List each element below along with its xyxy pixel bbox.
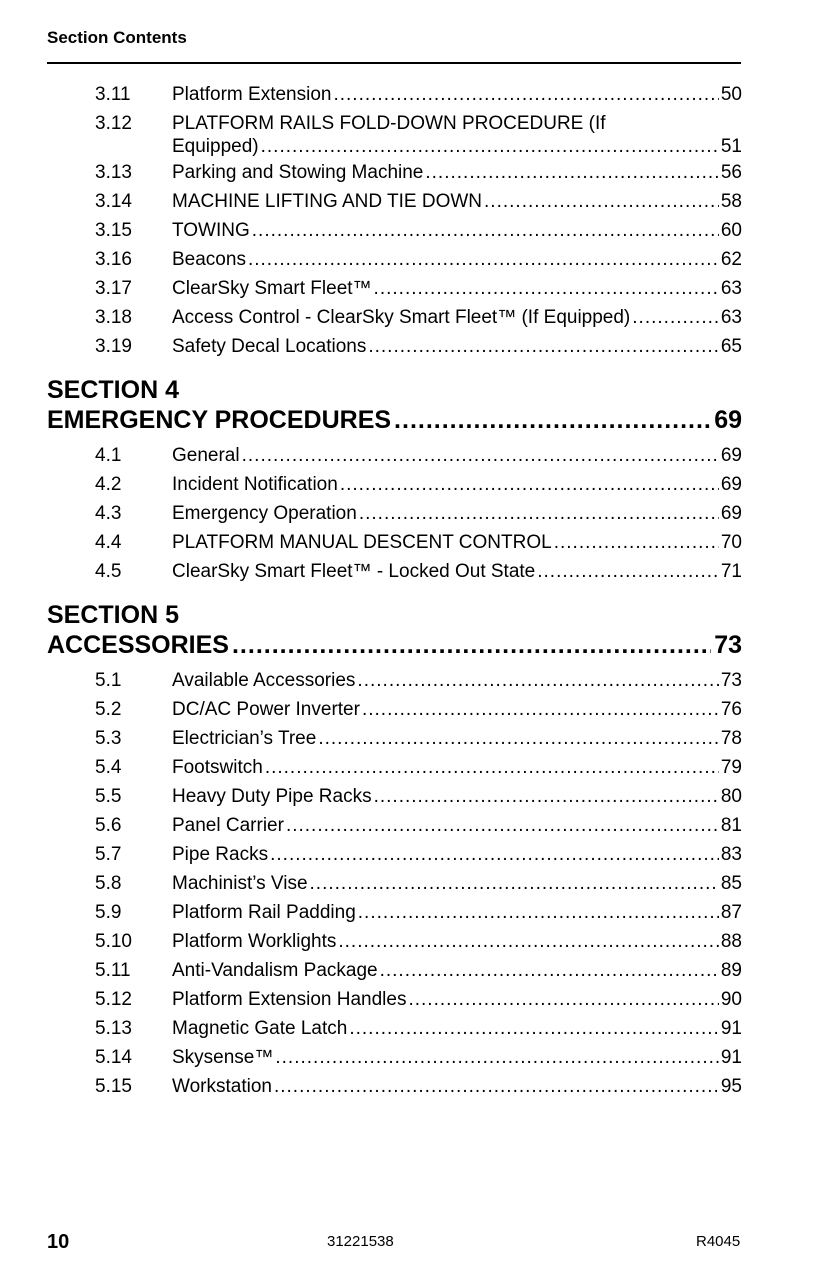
entry-page: 69 <box>720 503 742 524</box>
entry-number: 5.1 <box>95 670 122 691</box>
dot-leader <box>275 1043 718 1072</box>
section-title: ACCESSORIES <box>47 631 229 659</box>
toc-entry[interactable] <box>0 187 825 216</box>
toc-entry[interactable] <box>0 927 825 956</box>
entry-page: 71 <box>720 561 742 582</box>
entry-number: 5.10 <box>95 931 132 952</box>
entry-number: 5.13 <box>95 1018 132 1039</box>
entry-title: Skysense™ <box>172 1047 274 1068</box>
entry-title: Beacons <box>172 249 246 270</box>
toc-entry[interactable] <box>0 528 825 557</box>
entry-title-line-1: PLATFORM RAILS FOLD-DOWN PROCEDURE (If <box>172 113 606 134</box>
dot-leader <box>425 158 718 187</box>
toc-entry[interactable] <box>0 869 825 898</box>
entry-number: 3.19 <box>95 336 132 357</box>
dot-leader <box>359 499 719 528</box>
dot-leader <box>333 80 718 109</box>
entry-page: 56 <box>720 162 742 183</box>
toc-entry[interactable] <box>0 80 825 109</box>
entry-title: MACHINE LIFTING AND TIE DOWN <box>172 191 483 212</box>
toc-entry[interactable] <box>0 470 825 499</box>
entry-page: 58 <box>720 191 742 212</box>
page-number: 10 <box>47 1231 70 1253</box>
entry-page: 69 <box>720 474 742 495</box>
toc-entry[interactable] <box>0 695 825 724</box>
entry-number: 5.8 <box>95 873 122 894</box>
dot-leader <box>632 303 719 332</box>
entry-number: 3.15 <box>95 220 132 241</box>
entry-number: 5.14 <box>95 1047 132 1068</box>
dot-leader <box>368 332 719 361</box>
toc-entry[interactable] <box>0 753 825 782</box>
toc-entry[interactable] <box>0 724 825 753</box>
entry-title: Machinist’s Vise <box>172 873 308 894</box>
entry-title: DC/AC Power Inverter <box>172 699 360 720</box>
dot-leader <box>349 1014 719 1043</box>
entry-title: Platform Extension Handles <box>172 989 407 1010</box>
entry-title: Pipe Racks <box>172 844 269 865</box>
entry-number: 4.5 <box>95 561 122 582</box>
entry-page: 90 <box>720 989 742 1010</box>
dot-leader <box>358 898 719 927</box>
page-header-title: Section Contents <box>47 28 187 47</box>
dot-leader <box>357 666 718 695</box>
entry-title: Workstation <box>172 1076 272 1097</box>
entry-page: 50 <box>720 84 742 105</box>
table-of-contents <box>0 80 825 1101</box>
document-number: 31221538 <box>327 1233 394 1250</box>
entry-page: 83 <box>720 844 742 865</box>
entry-number: 5.2 <box>95 699 122 720</box>
entry-number: 3.18 <box>95 307 132 328</box>
entry-page: 62 <box>720 249 742 270</box>
entry-number: 5.9 <box>95 902 122 923</box>
entry-number: 5.15 <box>95 1076 132 1097</box>
entry-page: 80 <box>720 786 742 807</box>
entry-page: 63 <box>720 307 742 328</box>
entry-page: 63 <box>720 278 742 299</box>
entry-number: 5.11 <box>95 960 131 981</box>
entry-title: Incident Notification <box>172 474 338 495</box>
entry-title: Platform Rail Padding <box>172 902 356 923</box>
section-label: SECTION 5 <box>47 601 179 629</box>
dot-leader <box>394 405 711 435</box>
entry-page: 81 <box>720 815 742 836</box>
toc-entry[interactable] <box>0 985 825 1014</box>
toc-entry[interactable] <box>0 216 825 245</box>
toc-entry[interactable] <box>0 158 825 187</box>
toc-entry[interactable] <box>0 332 825 361</box>
entry-title: Anti-Vandalism Package <box>172 960 378 981</box>
header-divider <box>47 62 741 64</box>
dot-leader <box>340 470 719 499</box>
dot-leader <box>408 985 718 1014</box>
entry-title: General <box>172 445 240 466</box>
entry-page: 89 <box>720 960 742 981</box>
entry-title: Magnetic Gate Latch <box>172 1018 348 1039</box>
section-4-entries <box>0 441 825 586</box>
dot-leader <box>310 869 719 898</box>
entry-title-line-2: Equipped) <box>172 136 259 157</box>
dot-leader <box>270 840 719 869</box>
entry-number: 4.1 <box>95 445 122 466</box>
dot-leader <box>274 1072 719 1101</box>
entry-title: Platform Worklights <box>172 931 337 952</box>
entry-number: 5.7 <box>95 844 122 865</box>
entry-number: 4.4 <box>95 532 122 553</box>
section-5-entries <box>0 666 825 1101</box>
dot-leader <box>484 187 719 216</box>
dot-leader <box>242 441 719 470</box>
entry-page: 87 <box>720 902 742 923</box>
dot-leader <box>554 528 719 557</box>
entry-title: Platform Extension <box>172 84 332 105</box>
section-page: 73 <box>714 631 742 659</box>
entry-title: Footswitch <box>172 757 263 778</box>
entry-page: 73 <box>720 670 742 691</box>
toc-entry[interactable] <box>0 109 825 158</box>
toc-entry[interactable] <box>0 441 825 470</box>
toc-entry[interactable] <box>0 898 825 927</box>
section-title: EMERGENCY PROCEDURES <box>47 406 392 434</box>
toc-entry[interactable] <box>0 811 825 840</box>
entry-number: 5.6 <box>95 815 122 836</box>
entry-page: 85 <box>720 873 742 894</box>
entry-title: Access Control - ClearSky Smart Fleet™ (If Equipped) <box>172 307 631 328</box>
toc-entry[interactable] <box>0 274 825 303</box>
entry-page: 78 <box>720 728 742 749</box>
toc-entry[interactable] <box>0 499 825 528</box>
dot-leader <box>265 753 719 782</box>
entry-title: PLATFORM MANUAL DESCENT CONTROL <box>172 532 552 553</box>
section-page: 69 <box>714 406 742 434</box>
dot-leader <box>232 630 711 660</box>
entry-title: Safety Decal Locations <box>172 336 367 357</box>
dot-leader <box>380 956 719 985</box>
toc-entry[interactable] <box>0 956 825 985</box>
entry-number: 3.17 <box>95 278 132 299</box>
entry-title: Heavy Duty Pipe Racks <box>172 786 372 807</box>
entry-number: 4.3 <box>95 503 122 524</box>
dot-leader <box>248 245 719 274</box>
entry-number: 3.16 <box>95 249 132 270</box>
toc-entry[interactable] <box>0 1043 825 1072</box>
dot-leader <box>374 274 719 303</box>
entry-page: 70 <box>720 532 742 553</box>
entry-number: 5.3 <box>95 728 122 749</box>
dot-leader <box>537 557 719 586</box>
entry-number: 3.14 <box>95 191 132 212</box>
section-4-heading[interactable] <box>47 375 742 435</box>
dot-leader <box>261 135 719 158</box>
toc-entry[interactable] <box>0 557 825 586</box>
entry-page: 79 <box>720 757 742 778</box>
toc-entry[interactable] <box>0 303 825 332</box>
entry-number: 5.4 <box>95 757 122 778</box>
toc-entry[interactable] <box>0 666 825 695</box>
entry-title: TOWING <box>172 220 250 241</box>
toc-entry[interactable] <box>0 245 825 274</box>
entry-page: 65 <box>720 336 742 357</box>
dot-leader <box>252 216 719 245</box>
entry-page: 69 <box>720 445 742 466</box>
dot-leader <box>338 927 719 956</box>
section-5-heading[interactable] <box>47 600 742 660</box>
entry-page: 91 <box>720 1018 742 1039</box>
entry-title: Panel Carrier <box>172 815 284 836</box>
toc-entry[interactable] <box>0 840 825 869</box>
entry-page: 91 <box>720 1047 742 1068</box>
section-label: SECTION 4 <box>47 376 179 404</box>
entry-number: 5.5 <box>95 786 122 807</box>
entry-page: 88 <box>720 931 742 952</box>
toc-entry[interactable] <box>0 1072 825 1101</box>
revision-code: R4045 <box>696 1233 741 1250</box>
entry-title: Parking and Stowing Machine <box>172 162 424 183</box>
dot-leader <box>318 724 719 753</box>
entry-title: Emergency Operation <box>172 503 357 524</box>
entry-number: 4.2 <box>95 474 122 495</box>
dot-leader <box>362 695 719 724</box>
entry-page: 60 <box>720 220 742 241</box>
entry-title: Electrician’s Tree <box>172 728 317 749</box>
entry-number: 5.12 <box>95 989 132 1010</box>
entry-title: ClearSky Smart Fleet™ - Locked Out State <box>172 561 536 582</box>
entry-number: 3.11 <box>95 84 131 105</box>
dot-leader <box>286 811 719 840</box>
entry-number: 3.12 <box>95 113 132 134</box>
toc-entry[interactable] <box>0 1014 825 1043</box>
entry-page: 76 <box>720 699 742 720</box>
toc-entry[interactable] <box>0 782 825 811</box>
entry-title: ClearSky Smart Fleet™ <box>172 278 372 299</box>
page-footer <box>0 1228 825 1258</box>
section-3-entries <box>0 80 825 361</box>
dot-leader <box>374 782 719 811</box>
entry-page: 95 <box>720 1076 742 1097</box>
entry-title: Available Accessories <box>172 670 356 691</box>
entry-page: 51 <box>720 136 742 157</box>
entry-number: 3.13 <box>95 162 132 183</box>
